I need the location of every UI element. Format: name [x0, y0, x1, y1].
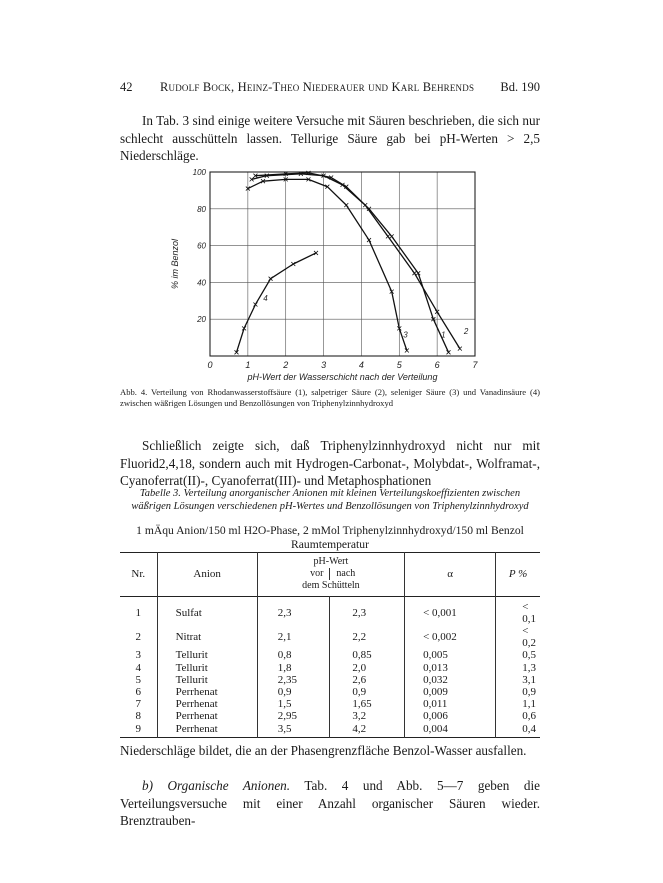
cell-alpha: < 0,001: [405, 596, 496, 625]
data-point-2: [386, 234, 390, 238]
cell-ph-vor: 3,5: [257, 723, 330, 738]
running-head-authors: Rudolf Bock, Heinz-Theo Niederauer und Karl Behrends: [160, 80, 475, 94]
cell-nr: 5: [135, 673, 142, 686]
cell-nr: 8: [135, 710, 142, 723]
section-heading-organic-anions: b) Organische Anionen.: [142, 778, 291, 793]
body-paragraph-3: Niederschläge bildet, die an der Phasengrenzfläche Benzol-Wasser ausfallen.: [120, 743, 527, 758]
cell-alpha: 0,009: [405, 686, 496, 698]
cell-anion: Tellurit: [157, 662, 257, 674]
body-paragraph-4: [120, 777, 540, 830]
cell-ph-vor: 2,35: [257, 674, 330, 686]
cell-ph-vor: 0,8: [257, 649, 330, 661]
header-anion: Anion: [157, 553, 257, 597]
cell-alpha: 0,006: [405, 710, 496, 722]
table-row: [120, 596, 540, 625]
cell-p: < 0,1: [496, 596, 540, 625]
cell-p: < 0,2: [496, 625, 540, 649]
cell-anion: Perrhenat: [157, 698, 257, 710]
header-dem-schuetteln: dem Schütteln: [257, 580, 404, 596]
cell-alpha: 0,032: [405, 674, 496, 686]
table-row: [120, 674, 540, 686]
cell-p: 0,4: [496, 723, 540, 738]
cell-nr: 6: [135, 686, 142, 699]
cell-ph-nach: 2,0: [330, 662, 405, 674]
cell-ph-vor: 2,95: [257, 710, 330, 722]
cell-anion: Nitrat: [157, 625, 257, 649]
y-tick-label: 80: [197, 204, 206, 214]
data-point-2: [363, 203, 367, 207]
cell-p: 0,9: [496, 686, 540, 698]
cell-ph-nach: 2,3: [330, 596, 405, 625]
body-paragraph-4-text: Tab. 4 und Abb. 5—7 geben die Verteilungsversuche mit einer Anzahl organischer Säuren wieder. Brenztrauben-: [120, 778, 540, 828]
table-row: [120, 723, 540, 738]
table-row: [120, 649, 540, 661]
cell-nr: 2: [135, 631, 142, 644]
cell-anion: Perrhenat: [157, 686, 257, 698]
series-line-4: [237, 253, 317, 352]
header-ph: pH-Wert: [257, 553, 404, 569]
data-point-4: [269, 277, 273, 281]
table-body: [120, 596, 540, 737]
y-tick-label: 40: [197, 278, 206, 288]
cell-ph-nach: 0,9: [330, 686, 405, 698]
cell-nr: 3: [135, 649, 142, 662]
cell-anion: Perrhenat: [157, 710, 257, 722]
x-axis-label: pH-Wert der Wasserschicht nach der Verteilung: [247, 372, 438, 382]
cell-p: 3,1: [496, 674, 540, 686]
series-line-2: [252, 174, 460, 349]
series-label-2: 2: [463, 326, 469, 336]
cell-ph-vor: 1,5: [257, 698, 330, 710]
cell-nr: 1: [135, 606, 142, 619]
table-row: [120, 710, 540, 722]
series-label-3: 3: [403, 330, 408, 340]
series-label-1: 1: [441, 330, 446, 340]
y-axis-label: % im Benzol: [170, 238, 180, 290]
cell-ph-nach: 2,2: [330, 625, 405, 649]
table-row: [120, 662, 540, 674]
cell-ph-vor: 2,3: [257, 596, 330, 625]
cell-p: 1,1: [496, 698, 540, 710]
page-number: 42: [120, 80, 133, 94]
figure-chart: [150, 160, 490, 386]
y-tick-label: 60: [197, 241, 206, 251]
cell-nr: 9: [135, 722, 142, 735]
cell-nr: 7: [135, 698, 142, 711]
cell-anion: Perrhenat: [157, 723, 257, 738]
table-row: [120, 698, 540, 710]
table-row: [120, 625, 540, 649]
series-line-3: [248, 179, 407, 350]
volume-label: Bd. 190: [500, 80, 540, 94]
x-tick-label: 3: [321, 360, 327, 370]
x-tick-label: 7: [472, 360, 478, 370]
cell-ph-nach: 4,2: [330, 723, 405, 738]
cell-p: 0,5: [496, 649, 540, 661]
cell-p: 1,3: [496, 662, 540, 674]
cell-alpha: 0,013: [405, 662, 496, 674]
cell-ph-vor: 1,8: [257, 662, 330, 674]
y-tick-label: 20: [197, 315, 206, 325]
cell-p: 0,6: [496, 710, 540, 722]
header-nach: nach: [330, 568, 405, 580]
cell-anion: Tellurit: [157, 674, 257, 686]
cell-ph-vor: 0,9: [257, 686, 330, 698]
x-tick-label: 4: [358, 360, 364, 370]
cell-anion: Tellurit: [157, 649, 257, 661]
data-table: [120, 552, 540, 738]
x-tick-label: 0: [207, 360, 213, 370]
body-paragraph-2: Schließlich zeigte sich, daß Triphenylzinnhydroxyd nicht nur mit Fluorid2,4,18, sondern auch mit Hydrogen-Carbonat-, Molybdat-, Wolframat-, Cyanoferrat(II)-, Cyanoferrat(III)- und Metaphosphationen: [120, 438, 540, 488]
cell-anion: Sulfat: [157, 596, 257, 625]
cell-alpha: < 0,002: [405, 625, 496, 649]
table-subtitle: 1 mÄqu Anion/150 ml H2O-Phase, 2 mMol Triphenylzinnhydroxyd/150 ml Benzol Raumtemperatur: [136, 524, 524, 551]
data-point-1: [390, 234, 394, 238]
cell-alpha: 0,004: [405, 723, 496, 738]
table-title: Tabelle 3. Verteilung anorganischer Anionen mit kleinen Verteilungskoeffizienten zwischen wäßrigen Lösungen verschiedenen pH-Wertes und Benzollösungen von Triphenylzinnhydroxyd: [131, 488, 529, 512]
figure-caption: Abb. 4. Verteilung von Rhodanwasserstoffsäure (1), salpetriger Säure (2), seleniger Säure (3) und Vanadinsäure (4) zwischen wäßrigen Lösungen und Benzollösungen von Triphenylzinnhydroxyd: [120, 387, 540, 408]
header-nr: Nr.: [131, 568, 146, 581]
x-tick-label: 1: [245, 360, 251, 370]
cell-alpha: 0,011: [405, 698, 496, 710]
cell-ph-nach: 3,2: [330, 710, 405, 722]
data-point-2: [458, 347, 462, 351]
header-p: P %: [496, 553, 540, 597]
x-tick-label: 2: [283, 360, 289, 370]
cell-ph-nach: 0,85: [330, 649, 405, 661]
x-tick-label: 6: [434, 360, 440, 370]
x-tick-label: 5: [396, 360, 402, 370]
series-label-4: 4: [263, 293, 268, 303]
cell-ph-nach: 1,65: [330, 698, 405, 710]
plot-frame: [210, 172, 475, 356]
data-point-2: [412, 271, 416, 275]
cell-alpha: 0,005: [405, 649, 496, 661]
cell-ph-vor: 2,1: [257, 625, 330, 649]
y-tick-label: 100: [192, 168, 206, 177]
cell-nr: 4: [135, 661, 142, 674]
table-row: [120, 686, 540, 698]
series-line-1: [255, 173, 448, 352]
intro-paragraph: In Tab. 3 sind einige weitere Versuche mit Säuren beschrieben, die sich nur schlecht ausschütteln lassen. Tellurige Säure gab bei pH-Werten > 2,5 Niederschläge.: [120, 113, 540, 163]
header-vor: vor: [257, 568, 330, 580]
cell-ph-nach: 2,6: [330, 674, 405, 686]
header-alpha: α: [405, 553, 496, 597]
data-point-3: [344, 203, 348, 207]
